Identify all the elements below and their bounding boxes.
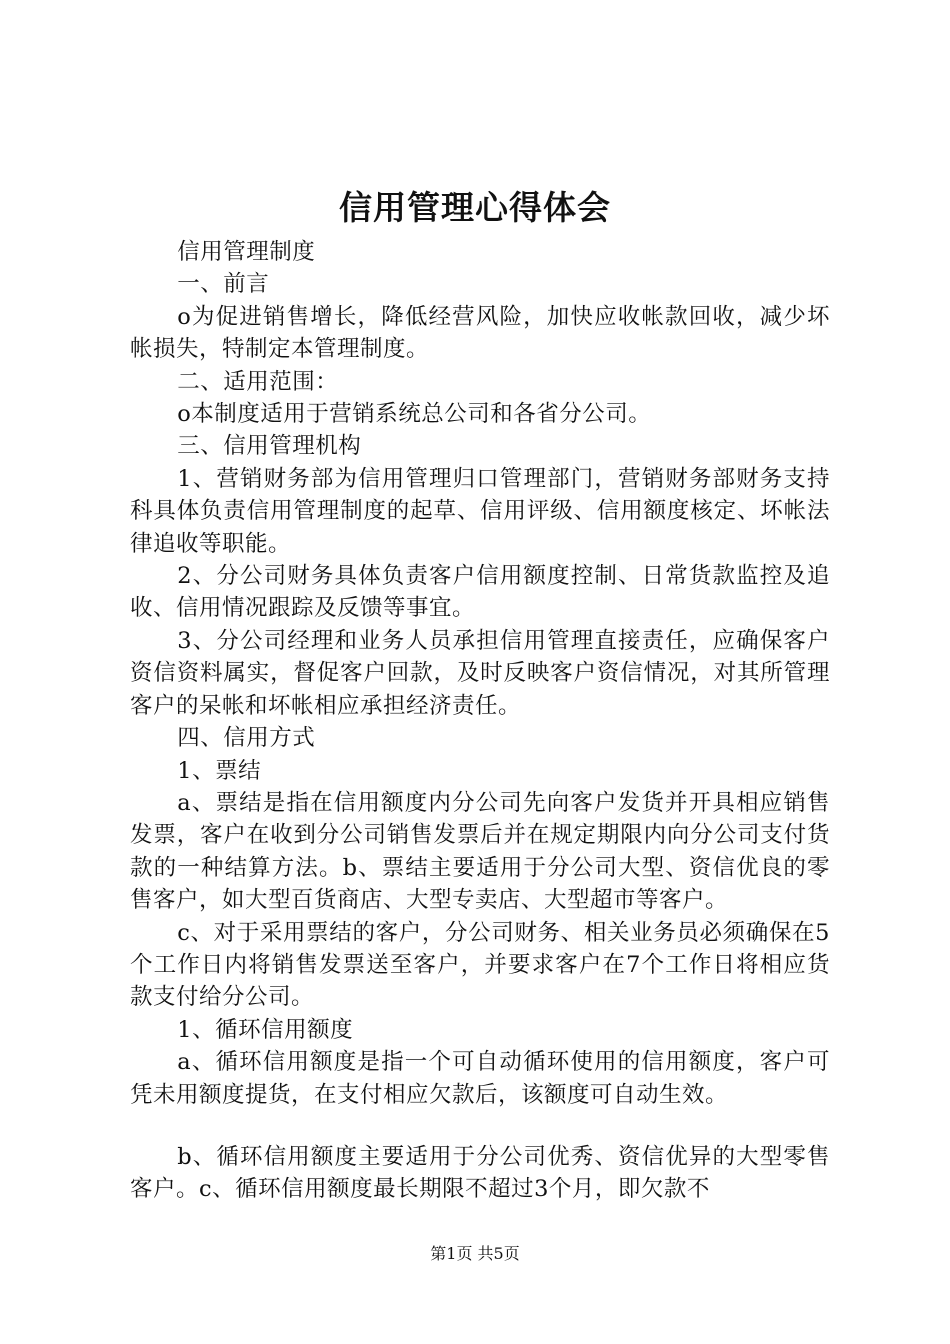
page-number-footer: 第1页 共5页: [430, 1244, 520, 1263]
paragraph: 信用管理制度: [177, 239, 316, 265]
paragraph: 1、营销财务部为信用管理归口管理部门，营销财务部财务支持科具体负责信用管理制度的起草、信用评级、信用额度核定、坏帐法律追收等职能。: [130, 465, 830, 557]
paragraph: b、循环信用额度主要适用于分公司优秀、资信优异的大型零售客户。c、循环信用额度最长期限不超过3个月，即欠款不: [130, 1143, 830, 1203]
paragraph: c、对于采用票结的客户，分公司财务、相关业务员必须确保在5个工作日内将销售发票送至客户，并要求客户在7个工作日将相应货款支付给分公司。: [130, 919, 830, 1011]
paragraph: o为促进销售增长，降低经营风险，加快应收帐款回收，减少坏帐损失，特制定本管理制度。: [130, 303, 830, 363]
paragraph: 2、分公司财务具体负责客户信用额度控制、日常货款监控及追收、信用情况跟踪及反馈等事宜。: [130, 563, 830, 622]
section-heading: 三、信用管理机构: [177, 433, 362, 460]
section-heading: 四、信用方式: [177, 725, 316, 752]
document-body: [130, 236, 830, 1206]
document-title: 信用管理心得体会: [339, 188, 611, 227]
sub-heading: 1、票结: [177, 757, 262, 784]
paragraph: o本制度适用于营销系统总公司和各省分公司。: [177, 401, 652, 428]
section-heading: 一、前言: [177, 271, 270, 298]
paragraph: a、循环信用额度是指一个可自动循环使用的信用额度，客户可凭未用额度提货，在支付相应欠款后，该额度可自动生效。: [130, 1049, 830, 1108]
section-heading: 二、适用范围：: [177, 368, 339, 395]
paragraph: 3、分公司经理和业务人员承担信用管理直接责任，应确保客户资信资料属实，督促客户回款，及时反映客户资信情况，对其所管理客户的呆帐和坏帐相应承担经济责任。: [130, 627, 830, 719]
sub-heading: 1、循环信用额度: [177, 1016, 354, 1043]
paragraph-gap: [130, 1111, 830, 1141]
paragraph: a、票结是指在信用额度内分公司先向客户发货并开具相应销售发票，客户在收到分公司销售发票后并在规定期限内向分公司支付货款的一种结算方法。b、票结主要适用于分公司大型、资信优良的零售客户，如大型百货商店、大型专卖店、大型超市等客户。: [130, 789, 830, 914]
